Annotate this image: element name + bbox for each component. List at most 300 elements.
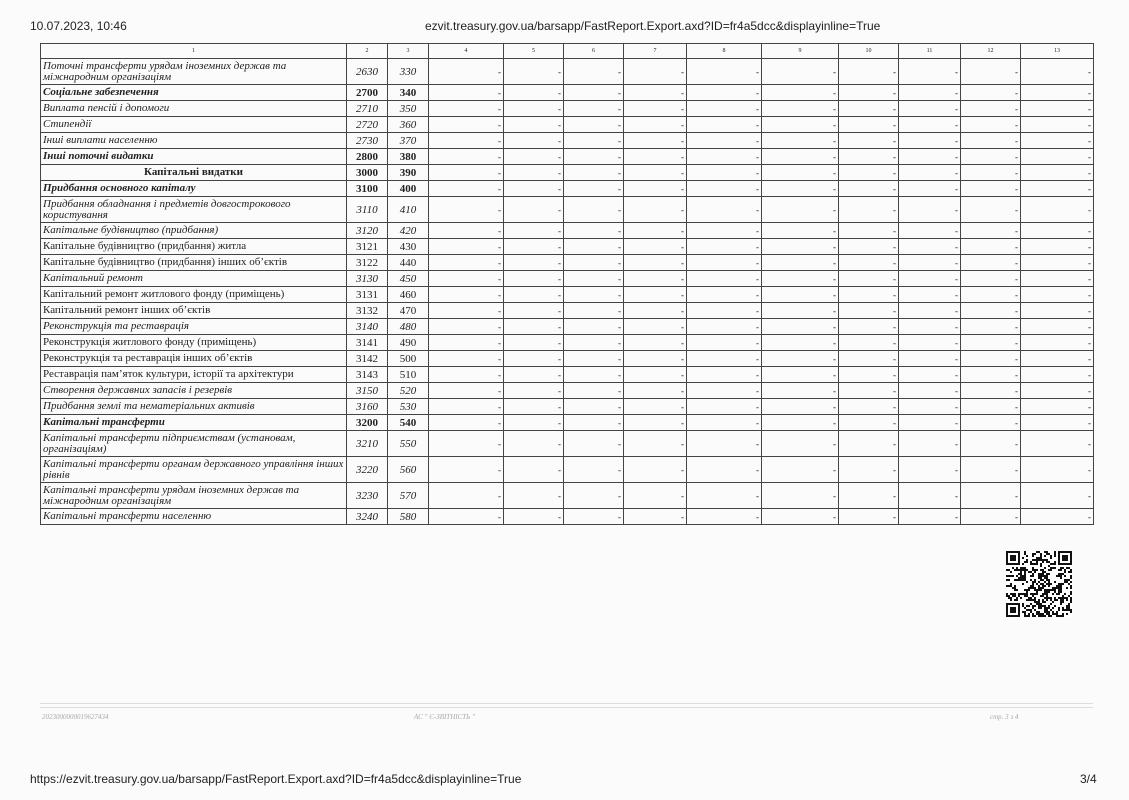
value-cell: - [429, 303, 504, 319]
value-cell: - [1021, 431, 1094, 457]
table-row [41, 101, 1094, 117]
value-cell: - [624, 431, 687, 457]
value-cell: - [961, 509, 1021, 525]
value-cell: - [429, 239, 504, 255]
row-code: 410 [388, 197, 429, 223]
row-name: Соціальне забезпечення [41, 85, 347, 101]
row-name: Капітальне будівництво (придбання) житла [41, 239, 347, 255]
column-header: 9 [762, 44, 839, 59]
value-cell: - [429, 383, 504, 399]
value-cell: - [762, 335, 839, 351]
value-cell: - [429, 431, 504, 457]
value-cell: - [961, 483, 1021, 509]
value-cell: - [624, 117, 687, 133]
row-name: Створення державних запасів і резервів [41, 383, 347, 399]
value-cell: - [429, 133, 504, 149]
value-cell: - [564, 271, 624, 287]
value-cell: - [1021, 165, 1094, 181]
value-cell: - [899, 399, 961, 415]
value-cell: - [961, 223, 1021, 239]
value-cell: - [899, 85, 961, 101]
value-cell: - [762, 133, 839, 149]
value-cell: - [429, 319, 504, 335]
value-cell: - [687, 101, 762, 117]
value-cell: - [564, 165, 624, 181]
row-code: 450 [388, 271, 429, 287]
value-cell: - [624, 457, 687, 483]
value-cell: - [687, 149, 762, 165]
value-cell: - [899, 239, 961, 255]
value-cell: - [564, 399, 624, 415]
value-cell: - [504, 303, 564, 319]
table-row [41, 351, 1094, 367]
row-code: 470 [388, 303, 429, 319]
value-cell: - [564, 59, 624, 85]
row-code: 420 [388, 223, 429, 239]
value-cell: - [762, 255, 839, 271]
footer-url: https://ezvit.treasury.gov.ua/barsapp/FastReport.Export.axd?ID=fr4a5dcc&displayinline=True [30, 772, 522, 786]
value-cell: - [429, 165, 504, 181]
value-cell: - [429, 415, 504, 431]
row-code: 340 [388, 85, 429, 101]
value-cell: - [1021, 399, 1094, 415]
value-cell: - [899, 255, 961, 271]
value-cell: - [624, 85, 687, 101]
value-cell: - [504, 367, 564, 383]
table-row [41, 335, 1094, 351]
value-cell: - [504, 133, 564, 149]
value-cell: - [624, 149, 687, 165]
value-cell: - [504, 399, 564, 415]
value-cell: - [839, 335, 899, 351]
value-cell: - [624, 509, 687, 525]
value-cell: - [1021, 303, 1094, 319]
table-row [41, 399, 1094, 415]
value-cell: - [762, 271, 839, 287]
table-row [41, 509, 1094, 525]
value-cell: - [564, 239, 624, 255]
column-header: 11 [899, 44, 961, 59]
value-cell: - [899, 383, 961, 399]
value-cell: - [839, 197, 899, 223]
value-cell: - [839, 457, 899, 483]
table-row [41, 223, 1094, 239]
value-cell: - [899, 351, 961, 367]
value-cell: - [564, 351, 624, 367]
value-cell: - [961, 271, 1021, 287]
value-cell: - [899, 335, 961, 351]
value-cell: - [687, 165, 762, 181]
table-row [41, 271, 1094, 287]
value-cell: - [504, 319, 564, 335]
kekv-code: 3131 [347, 287, 388, 303]
value-cell: - [961, 287, 1021, 303]
value-cell: - [429, 197, 504, 223]
value-cell: - [899, 483, 961, 509]
table-row [41, 457, 1094, 483]
qr-code-icon [1006, 551, 1072, 617]
value-cell: - [839, 287, 899, 303]
value-cell: - [564, 287, 624, 303]
kekv-code: 2710 [347, 101, 388, 117]
value-cell: - [624, 383, 687, 399]
column-header: 10 [839, 44, 899, 59]
kekv-code: 2730 [347, 133, 388, 149]
table-row [41, 197, 1094, 223]
kekv-code: 3141 [347, 335, 388, 351]
kekv-code: 3230 [347, 483, 388, 509]
row-code: 430 [388, 239, 429, 255]
value-cell: - [429, 509, 504, 525]
kekv-code: 3121 [347, 239, 388, 255]
row-name: Капітальні трансферти [41, 415, 347, 431]
value-cell: - [1021, 287, 1094, 303]
value-cell: - [961, 85, 1021, 101]
value-cell: - [687, 181, 762, 197]
value-cell: - [624, 181, 687, 197]
table-row [41, 255, 1094, 271]
value-cell: - [564, 303, 624, 319]
value-cell: - [839, 509, 899, 525]
value-cell: - [687, 255, 762, 271]
value-cell: - [899, 431, 961, 457]
value-cell: - [961, 367, 1021, 383]
value-cell: - [839, 255, 899, 271]
value-cell: - [839, 181, 899, 197]
value-cell: - [624, 197, 687, 223]
value-cell: - [564, 101, 624, 117]
value-cell: - [762, 101, 839, 117]
value-cell: - [564, 383, 624, 399]
table-row [41, 133, 1094, 149]
value-cell: - [504, 101, 564, 117]
column-header: 7 [624, 44, 687, 59]
row-name: Капітальні трансферти органам державного управління інших рівнів [41, 457, 347, 483]
value-cell: - [624, 319, 687, 335]
row-name: Капітальні трансферти урядам іноземних держав та міжнародним організаціям [41, 483, 347, 509]
value-cell: - [899, 59, 961, 85]
value-cell: - [624, 165, 687, 181]
value-cell: - [961, 335, 1021, 351]
value-cell: - [687, 223, 762, 239]
value-cell: - [762, 415, 839, 431]
value-cell: - [839, 383, 899, 399]
value-cell: - [839, 59, 899, 85]
value-cell: - [762, 457, 839, 483]
value-cell: - [961, 197, 1021, 223]
value-cell: - [564, 197, 624, 223]
kekv-code: 3150 [347, 383, 388, 399]
value-cell: - [899, 319, 961, 335]
value-cell: - [504, 483, 564, 509]
kekv-code: 2630 [347, 59, 388, 85]
value-cell: - [762, 367, 839, 383]
value-cell: - [1021, 319, 1094, 335]
value-cell: - [839, 133, 899, 149]
value-cell: - [961, 319, 1021, 335]
value-cell: - [1021, 415, 1094, 431]
value-cell: - [504, 415, 564, 431]
value-cell: - [961, 165, 1021, 181]
sheet-number: стр. 3 з 4 [990, 713, 1019, 721]
table-row [41, 415, 1094, 431]
value-cell: - [839, 303, 899, 319]
value-cell: - [564, 319, 624, 335]
value-cell: - [961, 399, 1021, 415]
value-cell: - [687, 271, 762, 287]
value-cell: - [624, 415, 687, 431]
value-cell: - [839, 399, 899, 415]
value-cell: - [564, 483, 624, 509]
value-cell: - [429, 457, 504, 483]
kekv-code: 3000 [347, 165, 388, 181]
row-name: Реконструкція житлового фонду (приміщень) [41, 335, 347, 351]
row-name: Капітальний ремонт житлового фонду (приміщень) [41, 287, 347, 303]
value-cell: - [429, 101, 504, 117]
row-name: Капітальний ремонт [41, 271, 347, 287]
value-cell: - [961, 239, 1021, 255]
table-row [41, 319, 1094, 335]
value-cell: - [564, 367, 624, 383]
value-cell: - [1021, 101, 1094, 117]
value-cell: - [1021, 59, 1094, 85]
value-cell: - [624, 335, 687, 351]
column-header: 2 [347, 44, 388, 59]
column-header: 6 [564, 44, 624, 59]
value-cell: - [687, 303, 762, 319]
kekv-code: 3132 [347, 303, 388, 319]
value-cell: - [687, 133, 762, 149]
value-cell: - [687, 351, 762, 367]
value-cell: - [429, 483, 504, 509]
value-cell: - [839, 415, 899, 431]
value-cell: - [1021, 457, 1094, 483]
value-cell: - [899, 457, 961, 483]
value-cell: - [839, 239, 899, 255]
row-code: 550 [388, 431, 429, 457]
row-code: 370 [388, 133, 429, 149]
table-header-row [41, 44, 1094, 59]
value-cell: - [504, 509, 564, 525]
table-row [41, 165, 1094, 181]
value-cell: - [762, 399, 839, 415]
value-cell: - [564, 133, 624, 149]
value-cell: - [899, 101, 961, 117]
kekv-code: 2800 [347, 149, 388, 165]
value-cell: - [1021, 181, 1094, 197]
document-id: 2023000000019627434 [42, 713, 109, 721]
value-cell: - [624, 483, 687, 509]
column-header: 12 [961, 44, 1021, 59]
kekv-code: 2700 [347, 85, 388, 101]
value-cell: - [624, 287, 687, 303]
value-cell: - [1021, 509, 1094, 525]
value-cell: - [762, 59, 839, 85]
value-cell: - [1021, 335, 1094, 351]
report-table [40, 43, 1094, 525]
print-datetime: 10.07.2023, 10:46 [30, 19, 127, 33]
kekv-code: 2720 [347, 117, 388, 133]
row-code: 500 [388, 351, 429, 367]
table-row [41, 287, 1094, 303]
value-cell: - [762, 431, 839, 457]
row-code: 580 [388, 509, 429, 525]
value-cell: - [624, 399, 687, 415]
value-cell: - [762, 287, 839, 303]
value-cell: - [762, 149, 839, 165]
value-cell: - [762, 509, 839, 525]
value-cell: - [961, 415, 1021, 431]
kekv-code: 3240 [347, 509, 388, 525]
value-cell: - [687, 59, 762, 85]
column-header: 4 [429, 44, 504, 59]
value-cell: - [762, 383, 839, 399]
value-cell: - [961, 383, 1021, 399]
value-cell: - [429, 367, 504, 383]
value-cell: - [899, 197, 961, 223]
value-cell: - [624, 101, 687, 117]
value-cell: - [899, 133, 961, 149]
value-cell: - [429, 255, 504, 271]
row-code: 400 [388, 181, 429, 197]
value-cell: - [687, 457, 762, 483]
value-cell: - [839, 367, 899, 383]
value-cell: - [839, 431, 899, 457]
value-cell: - [624, 271, 687, 287]
value-cell: - [504, 457, 564, 483]
value-cell: - [429, 287, 504, 303]
value-cell: - [1021, 271, 1094, 287]
row-name: Виплата пенсій і допомоги [41, 101, 347, 117]
value-cell: - [564, 223, 624, 239]
row-name: Реконструкція та реставрація інших об’єктів [41, 351, 347, 367]
row-name: Капітальні трансферти населенню [41, 509, 347, 525]
value-cell: - [687, 197, 762, 223]
value-cell: - [564, 509, 624, 525]
value-cell: - [762, 483, 839, 509]
value-cell: - [504, 165, 564, 181]
value-cell: - [961, 117, 1021, 133]
row-code: 350 [388, 101, 429, 117]
value-cell: - [899, 303, 961, 319]
value-cell: - [839, 351, 899, 367]
value-cell: - [961, 351, 1021, 367]
kekv-code: 3200 [347, 415, 388, 431]
table-row [41, 303, 1094, 319]
value-cell: - [762, 319, 839, 335]
kekv-code: 3142 [347, 351, 388, 367]
row-code: 570 [388, 483, 429, 509]
value-cell: - [899, 165, 961, 181]
value-cell: - [564, 335, 624, 351]
value-cell: - [1021, 239, 1094, 255]
row-name: Реконструкція та реставрація [41, 319, 347, 335]
value-cell: - [687, 383, 762, 399]
value-cell: - [504, 197, 564, 223]
value-cell: - [429, 85, 504, 101]
value-cell: - [429, 59, 504, 85]
value-cell: - [839, 319, 899, 335]
value-cell: - [687, 399, 762, 415]
value-cell: - [504, 59, 564, 85]
value-cell: - [762, 197, 839, 223]
table-row [41, 117, 1094, 133]
value-cell: - [687, 319, 762, 335]
value-cell: - [624, 303, 687, 319]
value-cell: - [504, 85, 564, 101]
value-cell: - [1021, 383, 1094, 399]
value-cell: - [429, 117, 504, 133]
value-cell: - [564, 149, 624, 165]
row-code: 390 [388, 165, 429, 181]
value-cell: - [961, 149, 1021, 165]
value-cell: - [762, 303, 839, 319]
system-name: АС " Є-ЗВІТНІСТЬ " [414, 713, 475, 721]
footer-divider [40, 703, 1093, 704]
value-cell: - [429, 149, 504, 165]
row-name: Стипендії [41, 117, 347, 133]
value-cell: - [429, 271, 504, 287]
value-cell: - [624, 133, 687, 149]
value-cell: - [899, 117, 961, 133]
value-cell: - [429, 223, 504, 239]
value-cell: - [1021, 117, 1094, 133]
table-row [41, 239, 1094, 255]
column-header: 8 [687, 44, 762, 59]
row-code: 490 [388, 335, 429, 351]
value-cell: - [839, 223, 899, 239]
value-cell: - [564, 431, 624, 457]
row-code: 330 [388, 59, 429, 85]
value-cell: - [899, 367, 961, 383]
footer-divider [40, 707, 1093, 708]
value-cell: - [504, 239, 564, 255]
value-cell: - [624, 351, 687, 367]
row-code: 440 [388, 255, 429, 271]
value-cell: - [504, 383, 564, 399]
value-cell: - [504, 255, 564, 271]
row-name: Поточні трансферти урядам іноземних держав та міжнародним організаціям [41, 59, 347, 85]
value-cell: - [1021, 483, 1094, 509]
value-cell: - [429, 399, 504, 415]
table-row [41, 483, 1094, 509]
row-name: Капітальне будівництво (придбання) інших об’єктів [41, 255, 347, 271]
row-code: 360 [388, 117, 429, 133]
value-cell: - [504, 223, 564, 239]
value-cell: - [1021, 255, 1094, 271]
value-cell: - [1021, 223, 1094, 239]
value-cell: - [624, 59, 687, 85]
value-cell: - [429, 181, 504, 197]
value-cell: - [624, 239, 687, 255]
value-cell: - [1021, 351, 1094, 367]
value-cell: - [504, 287, 564, 303]
row-code: 520 [388, 383, 429, 399]
row-name: Інші виплати населенню [41, 133, 347, 149]
value-cell: - [687, 117, 762, 133]
column-header: 13 [1021, 44, 1094, 59]
value-cell: - [899, 149, 961, 165]
table-row [41, 431, 1094, 457]
page-number: 3/4 [1080, 772, 1097, 786]
value-cell: - [961, 181, 1021, 197]
value-cell: - [1021, 197, 1094, 223]
value-cell: - [624, 255, 687, 271]
row-name: Інші поточні видатки [41, 149, 347, 165]
kekv-code: 3100 [347, 181, 388, 197]
value-cell: - [564, 457, 624, 483]
value-cell: - [504, 351, 564, 367]
